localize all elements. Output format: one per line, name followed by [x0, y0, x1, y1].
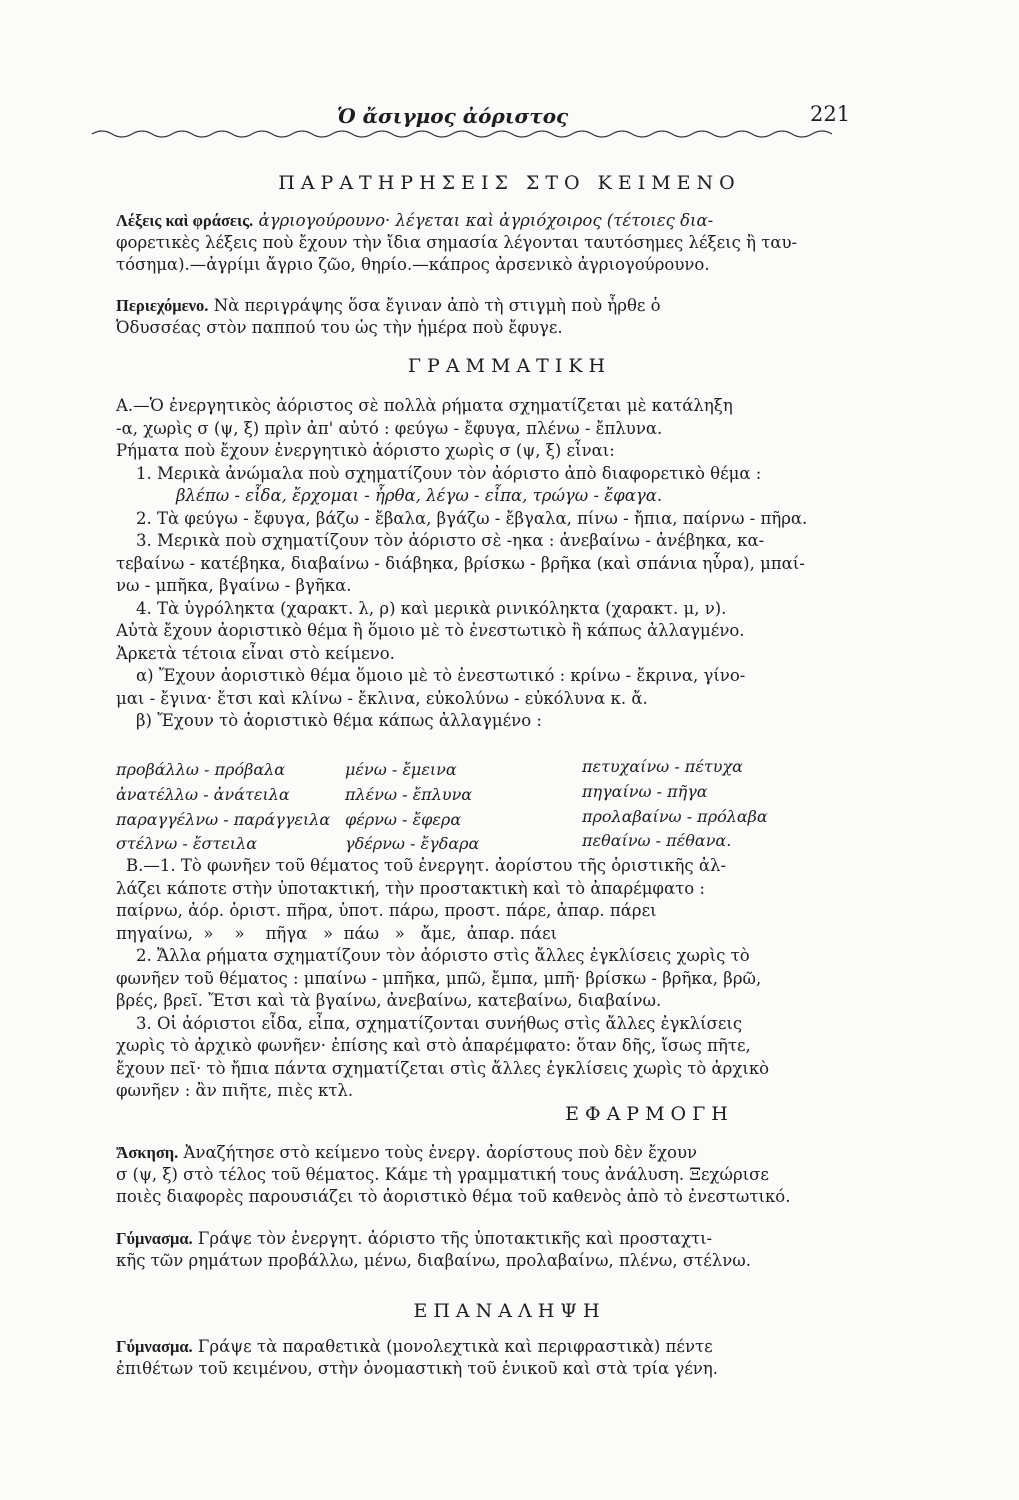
text-line: φωνῆεν τοῦ θέματος : μπαίνω - μπῆκα, μπῶ, ἔμπα, μπῆ· βρίσκω - βρῆκα, βρῶ,: [116, 968, 762, 988]
text-line: παίρνω, ἀόρ. ὁριστ. πῆρα, ὑποτ. πάρω, προστ. πάρε, ἀπαρ. πάρει: [116, 901, 657, 920]
text-line: φωνῆεν : ἂν πιῆτε, πιὲς κτλ.: [116, 1081, 354, 1100]
text-line: ἀγριογούρουνο· λέγεται καὶ ἀγριόχοιρος (τέτοιες δια-: [258, 211, 714, 230]
lexeis-label: Λέξεις καὶ φράσεις.: [116, 211, 254, 230]
text-line: Ἀρκετὰ τέτοια εἶναι στὸ κείμενο.: [116, 643, 395, 663]
verb-cell: προβάλλω - πρόβαλα: [116, 760, 286, 779]
text-line: τεβαίνω - κατέβηκα, διαβαίνω - διάβηκα, βρίσκω - βρῆκα (καὶ σπάνια ηὗρα), μπαί-: [116, 553, 805, 573]
verb-cell: μένω - ἔμεινα: [345, 760, 457, 779]
wavy-rule: [92, 126, 832, 140]
paragraph-review-gymnasma: [116, 1336, 846, 1380]
text-line: β) Ἔχουν τὸ ἀοριστικὸ θέμα κάπως ἀλλαγμένο :: [136, 711, 542, 730]
verb-cell: φέρνω - ἔφερα: [345, 810, 462, 829]
text-line: ἐπιθέτων τοῦ κειμένου, στὴν ὀνομαστικὴ τοῦ ἑνικοῦ καὶ στὰ τρία γένη.: [116, 1359, 718, 1378]
text-line: 2. Ἄλλα ρήματα σχηματίζουν τὸν ἀόριστο στὶς ἄλλες ἐγκλίσεις χωρὶς τὸ: [136, 946, 750, 965]
text-line: Ἀναζήτησε στὸ κείμενο τοὺς ἐνεργ. ἀορίστους ποὺ δὲν ἔχουν: [183, 1143, 698, 1162]
text-line: Αὐτὰ ἔχουν ἀοριστικὸ θέμα ἢ ὅμοιο μὲ τὸ ἐνεστωτικὸ ἢ κάπως ἀλλαγμένο.: [116, 621, 745, 640]
text-line: χωρὶς τὸ ἀρχικὸ φωνῆεν· ἐπίσης καὶ στὸ ἀπαρέμφατο: ὅταν δῆς, ἴσως πῆτε,: [116, 1036, 751, 1055]
section-heading-grammar: ΓΡΑΜΜΑΤΙΚΗ: [407, 355, 612, 377]
text-line: κῆς τῶν ρημάτων προβάλλω, μένω, διαβαίνω, προλαβαίνω, πλένω, στέλνω.: [116, 1251, 751, 1270]
running-header: [0, 100, 1019, 140]
verb-cell: παραγγέλνω - παράγγειλα: [116, 810, 331, 829]
text-line: 2. Τὰ φεύγω - ἔφυγα, βάζω - ἔβαλα, βγάζω - ἔβγαλα, πίνω - ἤπια, παίρνω - πῆρα.: [136, 508, 808, 528]
verb-cell: στέλνω - ἔστειλα: [116, 834, 258, 853]
text-line: 4. Τὰ ὑγρόληκτα (χαρακτ. λ, ρ) καὶ μερικὰ ρινικόληκτα (χαρακτ. μ, ν).: [136, 598, 727, 618]
verb-cell: πεθαίνω - πέθανα.: [582, 831, 732, 850]
verb-cell: ἀνατέλλω - ἀνάτειλα: [116, 785, 290, 804]
text-line: βρές, βρεῖ. Ἔτσι καὶ τὰ βγαίνω, ἀνεβαίνω, κατεβαίνω, διαβαίνω.: [116, 991, 662, 1010]
grammar-body: [116, 395, 846, 733]
paragraph-gymnasma: [116, 1228, 846, 1272]
text-line: 3. Οἱ ἀόριστοι εἶδα, εἶπα, σχηματίζονται συνήθως στὶς ἄλλες ἐγκλίσεις: [136, 1013, 743, 1033]
gymnasma-label: Γύμνασμα.: [116, 1229, 193, 1248]
grammar-body-b: [116, 855, 846, 1103]
text-line: 3. Μερικὰ ποὺ σχηματίζουν τὸν ἀόριστο σὲ -ηκα : ἀνεβαίνω - ἀνέβηκα, κα-: [136, 531, 765, 550]
text-line: ποιὲς διαφορὲς παρουσιάζει τὸ ἀοριστικὸ θέμα τοῦ καθενὸς ἀπὸ τὸ ἐνεστωτικό.: [116, 1187, 791, 1206]
section-heading-review: ΕΠΑΝΑΛΗΨΗ: [413, 1300, 606, 1322]
verb-cell: πηγαίνω - πῆγα: [582, 782, 708, 801]
text-line: Γράψε τὰ παραθετικὰ (μονολεχτικὰ καὶ περιφραστικὰ) πέντε: [197, 1337, 713, 1356]
paragraph-periexomeno: [116, 295, 846, 339]
paragraph-askisi: [116, 1142, 846, 1208]
text-line: ἔχουν πεῖ· τὸ ἤπια πάντα σχηματίζεται στὶς ἄλλες ἐγκλίσεις χωρὶς τὸ ἀρχικὸ: [116, 1058, 770, 1078]
text-line: σ (ψ, ξ) στὸ τέλος τοῦ θέματος. Κάμε τὴ γραμματική τους ἀνάλυση. Ξεχώρισε: [116, 1165, 769, 1184]
text-line: α) Ἔχουν ἀοριστικὸ θέμα ὅμοιο μὲ τὸ ἐνεστωτικό : κρίνω - ἔκρινα, γίνο-: [136, 666, 746, 685]
askisi-label: Ἄσκηση.: [116, 1143, 179, 1162]
verb-cell: γδέρνω - ἔγδαρα: [345, 834, 480, 853]
review-gymnasma-label: Γύμνασμα.: [116, 1337, 193, 1356]
text-line: Ρήματα ποὺ ἔχουν ἐνεργητικὸ ἀόριστο χωρὶς σ (ψ, ξ) εἶναι:: [116, 441, 615, 460]
text-line: φορετικὲς λέξεις ποὺ ἔχουν τὴν ἴδια σημασία λέγονται ταυτόσημες λέξεις ἢ ταυ-: [116, 233, 798, 252]
section-heading-notes: ΠΑΡΑΤΗΡΗΣΕΙΣ ΣΤΟ ΚΕΙΜΕΝΟ: [278, 172, 741, 194]
text-line: πηγαίνω, » » πῆγα » πάω » ἄμε, ἀπαρ. πάει: [116, 923, 558, 943]
section-heading-application: ΕΦΑΡΜΟΓΗ: [565, 1103, 734, 1125]
text-line: Α.—Ὁ ἐνεργητικὸς ἀόριστος σὲ πολλὰ ρήματα σχηματίζεται μὲ κατάληξη: [116, 396, 733, 415]
header-title: Ὁ ἄσιγμος ἀόριστος: [337, 104, 569, 128]
text-line: βλέπω - εἶδα, ἔρχομαι - ἦρθα, λέγω - εἶπα, τρώγω - ἔφαγα.: [176, 486, 663, 505]
text-line: Νὰ περιγράψης ὅσα ἔγιναν ἀπὸ τὴ στιγμὴ ποὺ ἦρθε ὁ: [213, 296, 661, 315]
text-line: Ὀδυσσέας στὸν παππού του ὡς τὴν ἡμέρα ποὺ ἔφυγε.: [116, 318, 563, 337]
text-line: 1. Μερικὰ ἀνώμαλα ποὺ σχηματίζουν τὸν ἀόριστο ἀπὸ διαφορετικὸ θέμα :: [136, 463, 762, 483]
text-line: -α, χωρὶς σ (ψ, ξ) πρὶν ἀπ' αὐτό : φεύγω - ἔφυγα, πλένω - ἔπλυνα.: [116, 418, 663, 438]
text-line: Β.—1. Τὸ φωνῆεν τοῦ θέματος τοῦ ἐνεργητ. ἀορίστου τῆς ὁριστικῆς ἀλ-: [126, 856, 727, 875]
text-line: νω - μπῆκα, βγαίνω - βγῆκα.: [116, 576, 352, 595]
verb-cell: προλαβαίνω - πρόλαβα: [582, 807, 768, 826]
text-line: μαι - ἔγινα· ἔτσι καὶ κλίνω - ἔκλινα, εὐκολύνω - εὐκόλυνα κ. ἄ.: [116, 688, 648, 708]
page-number: 221: [810, 102, 851, 126]
verb-cell: πλένω - ἔπλυνα: [345, 785, 473, 804]
verb-cell: πετυχαίνω - πέτυχα: [582, 757, 743, 776]
text-line: Γράψε τὸν ἐνεργητ. ἀόριστο τῆς ὑποτακτικῆς καὶ προσταχτι-: [197, 1229, 713, 1248]
paragraph-lexeis: [116, 210, 846, 276]
periexomeno-label: Περιεχόμενο.: [116, 296, 209, 315]
text-line: λάζει κάποτε στὴν ὑποτακτική, τὴν προστακτικὴ καὶ τὸ ἀπαρέμφατο :: [116, 878, 705, 898]
text-line: τόσημα).—ἀγρίμι ἄγριο ζῶο, θηρίο.—κάπρος ἀρσενικὸ ἀγριογούρουνο.: [116, 255, 710, 274]
